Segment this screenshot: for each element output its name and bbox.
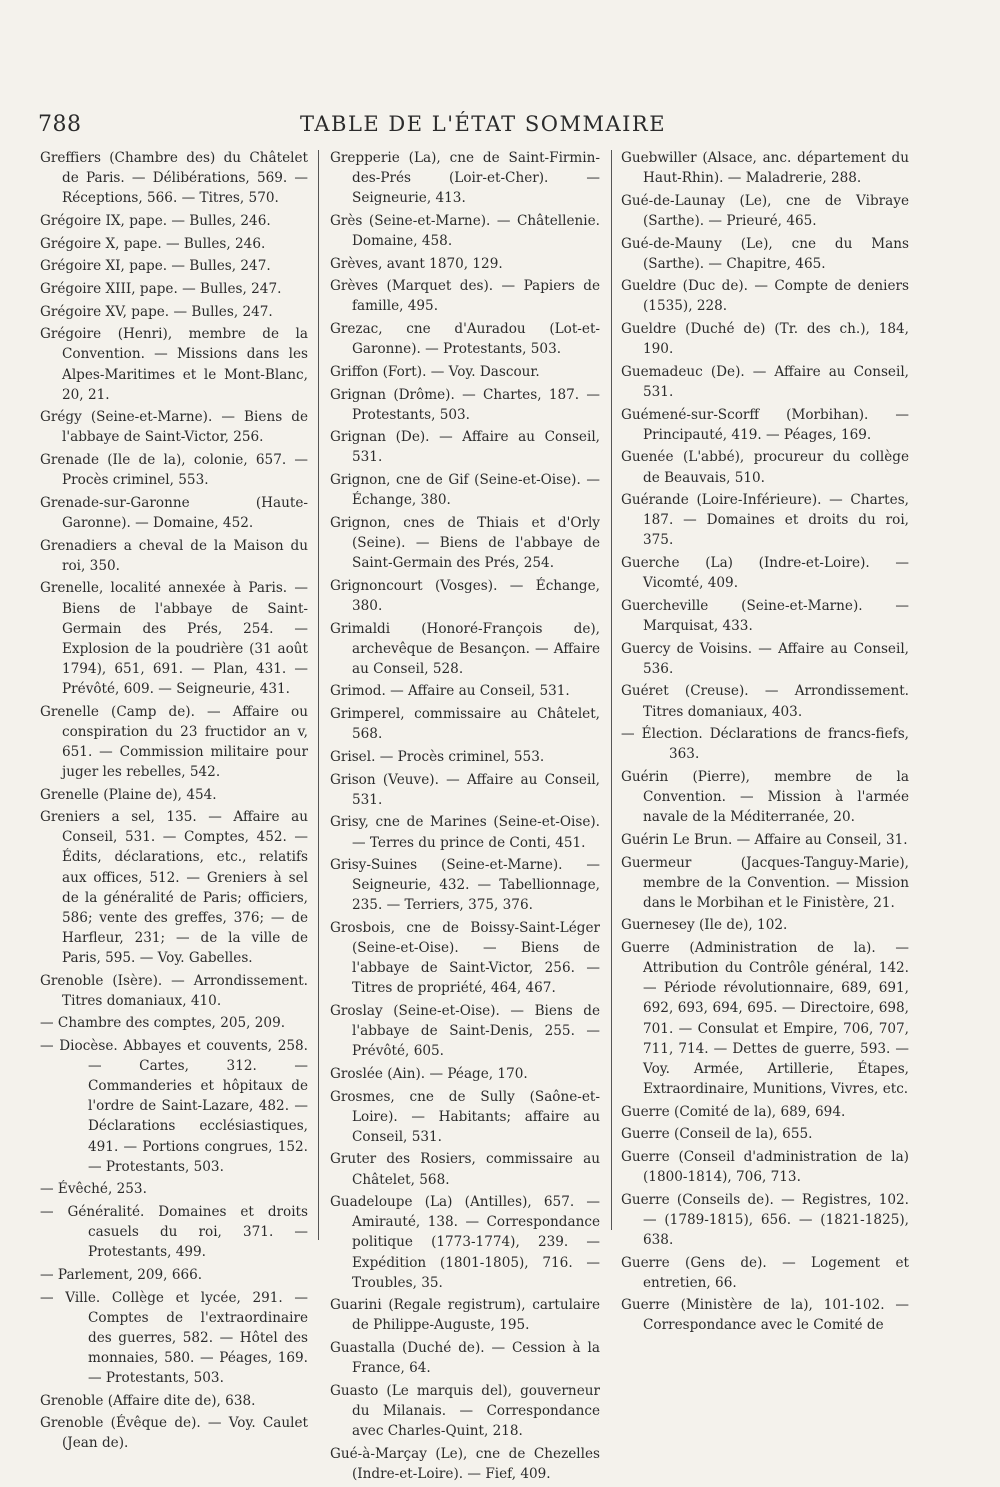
column-rule-right [611, 150, 612, 1230]
index-entry: Guerche (La) (Indre-et-Loire). — Vicomté, 409. [621, 555, 909, 592]
index-entry: Grepperie (La), cne de Saint-Firmin-des-Prés (Loir-et-Cher). — Seigneurie, 413. [330, 150, 600, 207]
index-entry: Groslay (Seine-et-Oise). — Biens de l'abbaye de Saint-Denis, 255. — Prévôté, 605. [330, 1003, 600, 1060]
index-entry: Grenelle, localité annexée à Paris. — Biens de l'abbaye de Saint-Germain des Prés, 254. — Explosion de la poudrière (31 août 1794), 651, 691. — Plan, 431. — Prévôté, 609. — Seigneurie, 431. [40, 580, 308, 697]
index-entry: Grenelle (Camp de). — Affaire ou conspiration du 23 fructidor an v, 651. — Commission militaire pour juger les rebelles, 542. [40, 703, 308, 780]
index-entry: Gueldre (Duc de). — Compte de deniers (1535), 228. [621, 278, 909, 315]
index-entry: Grégoire XI, pape. — Bulles, 247. [40, 258, 271, 275]
index-column-1 [40, 148, 308, 1456]
index-entry: Guerre (Conseil de la), 655. [621, 1126, 813, 1143]
index-entry: Greniers a sel, 135. — Affaire au Conseil, 531. — Comptes, 452. — Édits, déclarations, etc., relatifs aux offices, 512. — Greniers à sel de la généralité de Paris; officiers, 586; vente des greffes, 376; — de Harfleur, 231; — de la ville de Paris, 595. — Voy. Gabelles. [40, 809, 308, 966]
index-entry: Guémené-sur-Scorff (Morbihan). — Principauté, 419. — Péages, 169. [621, 406, 909, 443]
index-entry: Grignon, cnes de Thiais et d'Orly (Seine). — Biens de l'abbaye de Saint-Germain des Prés, 254. [330, 514, 600, 572]
index-entry: Grégoire X, pape. — Bulles, 246. [40, 235, 266, 252]
index-entry: Guastalla (Duché de). — Cession à la France, 64. [330, 1340, 600, 1377]
index-entry: Guérin (Pierre), membre de la Convention. — Mission à l'armée navale de la Méditerranée, 20. [621, 769, 909, 826]
index-entry: Grenoble (Affaire dite de), 638. [40, 1392, 256, 1409]
index-entry: Guerre (Comité de la), 689, 694. [621, 1103, 846, 1120]
index-entry: — Chambre des comptes, 205, 209. [40, 1015, 286, 1032]
index-entry: Gué-de-Launay (Le), cne de Vibraye (Sarthe). — Prieuré, 465. [621, 192, 909, 229]
index-entry: Grison (Veuve). — Affaire au Conseil, 531. [330, 771, 600, 808]
index-entry: Guarini (Regale registrum), cartulaire de Philippe-Auguste, 195. [330, 1297, 600, 1334]
index-entry: Guerre (Conseils de). — Registres, 102. — (1789-1815), 656. — (1821-1825), 638. [621, 1191, 909, 1248]
index-entry: Grosbois, cne de Boissy-Saint-Léger (Seine-et-Oise). — Biens de l'abbaye de Saint-Victor, 256. — Titres de propriété, 464, 467. [330, 920, 600, 997]
index-entry: Grignoncourt (Vosges). — Échange, 380. [330, 577, 600, 614]
index-entry: Grignan (De). — Affaire au Conseil, 531. [330, 429, 600, 466]
page-number: 788 [38, 112, 82, 137]
index-entry: Guercheville (Seine-et-Marne). — Marquisat, 433. [621, 597, 909, 634]
index-entry: Grisel. — Procès criminel, 553. [330, 748, 545, 765]
index-entry: Grèves (Marquet des). — Papiers de famille, 495. [330, 278, 600, 315]
index-entry: Guerre (Gens de). — Logement et entretien, 66. [621, 1254, 909, 1291]
index-entry: — Diocèse. Abbayes et couvents, 258. — Cartes, 312. — Commanderies et hôpitaux de l'ordre de Saint-Lazare, 482. — Déclarations ecclésiastiques, 491. — Portions congrues, 152. — Protestants, 503. [40, 1038, 308, 1175]
index-entry: — Ville. Collège et lycée, 291. — Comptes de l'extraordinaire des guerres, 582. — Hôtel des monnaies, 580. — Péages, 169. — Protestants, 503. [40, 1289, 308, 1386]
index-entry: — Élection. Déclarations de francs-fiefs, 363. [621, 726, 909, 763]
index-entry: Grimperel, commissaire au Châtelet, 568. [330, 706, 600, 743]
index-entry: Grezac, cne d'Auradou (Lot-et-Garonne). — Protestants, 503. [330, 321, 600, 358]
index-column-2 [330, 148, 600, 1487]
index-entry: Grenoble (Isère). — Arrondissement. Titres domaniaux, 410. [40, 972, 308, 1009]
index-entry: Grenade (Ile de la), colonie, 657. — Procès criminel, 553. [40, 452, 308, 489]
index-entry: Grenelle (Plaine de), 454. [40, 786, 217, 803]
index-entry: Guasto (Le marquis del), gouverneur du Milanais. — Correspondance avec Charles-Quint, 218. [330, 1382, 600, 1440]
index-entry: Guerre (Conseil d'administration de la) (1800-1814), 706, 713. [621, 1148, 909, 1185]
index-entry: Groslée (Ain). — Péage, 170. [330, 1065, 528, 1082]
index-entry: Guerre (Administration de la). — Attribution du Contrôle général, 142. — Période révolutionnaire, 689, 691, 692, 693, 694, 695. — Directoire, 698, 701. — Consulat et Empire, 706, 707, 711, 714. — Dettes de guerre, 593. — Voy. Armée, Artillerie, Étapes, Extraordinaire, Munitions, Vivres, etc. [621, 940, 909, 1097]
index-entry: Guermeur (Jacques-Tanguy-Marie), membre de la Convention. — Mission dans le Morbihan et le Finistère, 21. [621, 854, 909, 911]
index-entry: Gué-de-Mauny (Le), cne du Mans (Sarthe). — Chapitre, 465. [621, 235, 909, 272]
index-entry: Grisy, cne de Marines (Seine-et-Oise). — Terres du prince de Conti, 451. [330, 814, 600, 851]
index-entry: Griffon (Fort). — Voy. Dascour. [330, 363, 540, 380]
index-entry: Guercy de Voisins. — Affaire au Conseil, 536. [621, 640, 909, 677]
index-entry: Grégoire IX, pape. — Bulles, 246. [40, 212, 271, 229]
column-rule-left [318, 150, 319, 1240]
index-entry: Gué-à-Marçay (Le), cne de Chezelles (Indre-et-Loire). — Fief, 409. [330, 1445, 600, 1482]
index-entry: Grégoire (Henri), membre de la Convention. — Missions dans les Alpes-Maritimes et le Mont-Blanc, 20, 21. [40, 326, 308, 403]
index-entry: Guadeloupe (La) (Antilles), 657. — Amirauté, 138. — Correspondance politique (1773-1774), 239. — Expédition (1801-1805), 716. — Troubles, 35. [330, 1194, 600, 1291]
index-entry: Grisy-Suines (Seine-et-Marne). — Seigneurie, 432. — Tabellionnage, 235. — Terriers, 375, 376. [330, 857, 600, 914]
index-entry: Grès (Seine-et-Marne). — Châtellenie. Domaine, 458. [330, 212, 600, 249]
index-entry: Guemadeuc (De). — Affaire au Conseil, 531. [621, 363, 909, 400]
index-entry: Grégoire XV, pape. — Bulles, 247. [40, 303, 273, 320]
index-entry: Greffiers (Chambre des) du Châtelet de Paris. — Délibérations, 569. — Réceptions, 566. — Titres, 570. [40, 150, 308, 207]
index-entry: Grenadiers a cheval de la Maison du roi, 350. [40, 537, 308, 574]
index-entry: — Parlement, 209, 666. [40, 1266, 203, 1283]
index-entry: Grosmes, cne de Sully (Saône-et-Loire). — Habitants; affaire au Conseil, 531. [330, 1088, 600, 1145]
index-entry: Grégoire XIII, pape. — Bulles, 247. [40, 280, 282, 297]
index-entry: Guérin Le Brun. — Affaire au Conseil, 31. [621, 831, 908, 848]
index-entry: Guérande (Loire-Inférieure). — Chartes, 187. — Domaines et droits du roi, 375. [621, 492, 909, 549]
index-entry: Grignon, cne de Gif (Seine-et-Oise). — Échange, 380. [330, 472, 600, 509]
index-entry: Guenée (L'abbé), procureur du collège de Beauvais, 510. [621, 449, 909, 486]
index-entry: Grimod. — Affaire au Conseil, 531. [330, 683, 570, 700]
index-column-3 [621, 148, 909, 1338]
running-title: TABLE DE L'ÉTAT SOMMAIRE [300, 112, 667, 136]
index-entry: — Évêché, 253. [40, 1181, 147, 1198]
index-entry: Guernesey (Ile de), 102. [621, 917, 788, 934]
index-entry: Grignan (Drôme). — Chartes, 187. — Protestants, 503. [330, 386, 600, 423]
index-entry: Guerre (Ministère de la), 101-102. — Correspondance avec le Comité de [621, 1297, 909, 1334]
index-entry: Grenoble (Évêque de). — Voy. Caulet (Jean de). [40, 1415, 308, 1452]
index-entry: Guebwiller (Alsace, anc. département du Haut-Rhin). — Maladrerie, 288. [621, 150, 909, 187]
index-entry: Grimaldi (Honoré-François de), archevêque de Besançon. — Affaire au Conseil, 528. [330, 620, 600, 677]
index-entry: Gruter des Rosiers, commissaire au Châtelet, 568. [330, 1151, 600, 1188]
index-entry: — Généralité. Domaines et droits casuels du roi, 371. — Protestants, 499. [40, 1203, 308, 1261]
index-entry: Gueldre (Duché de) (Tr. des ch.), 184, 190. [621, 321, 909, 358]
index-entry: Grégy (Seine-et-Marne). — Biens de l'abbaye de Saint-Victor, 256. [40, 409, 308, 446]
index-entry: Guéret (Creuse). — Arrondissement. Titres domaniaux, 403. [621, 683, 909, 720]
index-entry: Grenade-sur-Garonne (Haute-Garonne). — Domaine, 452. [40, 494, 308, 531]
index-entry: Grèves, avant 1870, 129. [330, 255, 503, 272]
